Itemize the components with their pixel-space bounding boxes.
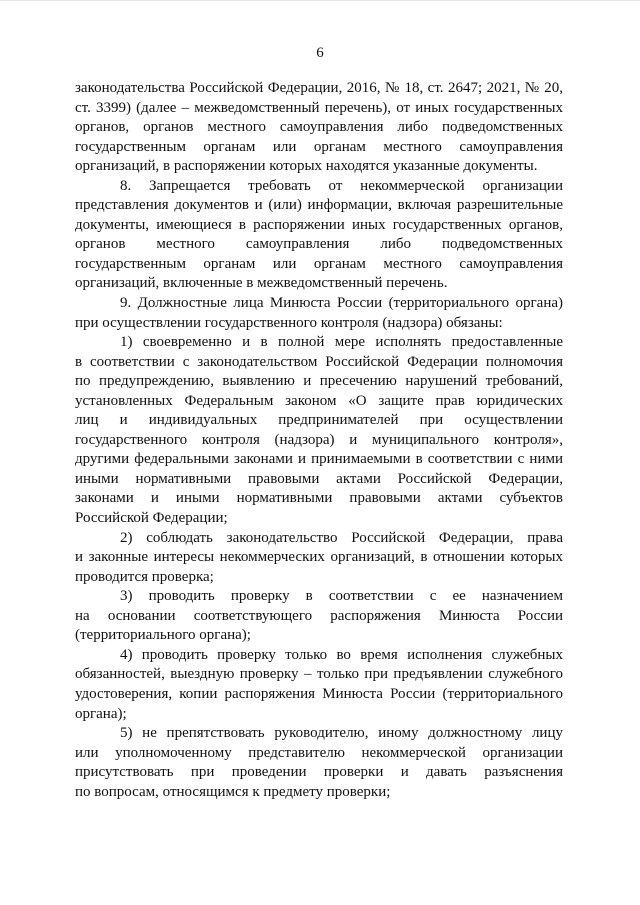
paragraph-subitem-1 xyxy=(75,333,563,528)
text-line: 3) проводить проверку в соответствии с ее назначением xyxy=(120,588,563,605)
paragraph-subitem-3 xyxy=(75,587,563,646)
text-line: на основании соответствующего распоряжения Минюста России xyxy=(75,607,563,624)
paragraph-item-8 xyxy=(75,177,563,294)
text-line: в соответствии с законодательством Российской Федерации полномочия xyxy=(75,353,563,370)
text-line: обязанностей, выездную проверку – только при предъявлении служебного xyxy=(75,666,563,683)
paragraph-subitem-2 xyxy=(75,529,563,588)
text-line: законодательства Российской Федерации, 2016, № 18, ст. 2647; 2021, № 20, xyxy=(75,80,563,96)
text-line: при осуществлении государственного контроля (надзора) обязаны: xyxy=(75,314,503,331)
paragraph-item-9 xyxy=(75,294,563,333)
text-line: представления документов и (или) информации, включая разрешительные xyxy=(75,197,563,214)
text-line: органов местного самоуправления либо подведомственных xyxy=(75,236,563,253)
text-line: 2) соблюдать законодательство Российской Федерации, права xyxy=(120,529,563,546)
text-line: установленных Федеральным законом «О защите прав юридических xyxy=(75,392,563,409)
text-line: организаций, в распоряжении которых находятся указанные документы. xyxy=(75,158,538,175)
text-line: по вопросам, относящимся к предмету проверки; xyxy=(75,783,391,800)
text-line: или уполномоченному представителю некоммерческой организации xyxy=(75,744,563,761)
paragraph-continuation xyxy=(75,79,563,177)
text-line: 1) своевременно и в полной мере исполнять предоставленные xyxy=(120,334,563,351)
text-line: по предупреждению, выявлению и пресечению нарушений требований, xyxy=(75,373,563,390)
paragraph-subitem-5 xyxy=(75,724,563,802)
text-line: государственного контроля (надзора) и муниципального контроля», xyxy=(75,431,563,448)
text-line: органов, органов местного самоуправления либо подведомственных xyxy=(75,119,563,136)
text-line: органа); xyxy=(75,705,127,722)
text-line: 8. Запрещается требовать от некоммерческой организации xyxy=(120,177,563,194)
paragraph-subitem-4 xyxy=(75,646,563,724)
text-line: другими федеральными законами и принимаемыми в соответствии с ними xyxy=(75,451,563,468)
text-line: документы, имеющиеся в распоряжении иных государственных органов, xyxy=(75,216,563,233)
text-line: удостоверения, копии распоряжения Минюста России (территориального xyxy=(75,685,563,702)
text-line: 4) проводить проверку только во время исполнения служебных xyxy=(120,646,563,663)
text-line: и законные интересы некоммерческих организаций, в отношении которых xyxy=(75,549,563,566)
text-line: иными нормативными правовыми актами Российской Федерации, xyxy=(75,470,563,487)
text-line: лиц и индивидуальных предпринимателей при осуществлении xyxy=(75,412,563,429)
text-line: законами и иными нормативными правовыми актами субъектов xyxy=(75,490,563,507)
text-line: 5) не препятствовать руководителю, иному должностному лицу xyxy=(120,725,563,742)
document-body xyxy=(75,79,563,802)
text-line: государственным органам или органам местного самоуправления xyxy=(75,138,563,155)
text-line: 9. Должностные лица Минюста России (территориального органа) xyxy=(120,295,563,312)
text-line: (территориального органа); xyxy=(75,627,251,644)
text-line: проводится проверка; xyxy=(75,568,214,585)
text-line: организаций, включенные в межведомственный перечень. xyxy=(75,275,448,292)
text-line: Российской Федерации; xyxy=(75,510,228,527)
text-line: присутствовать при проведении проверки и давать разъяснения xyxy=(75,764,563,781)
text-line: государственным органам или органам местного самоуправления xyxy=(75,255,563,272)
text-line: ст. 3399) (далее – межведомственный перечень), от иных государственных xyxy=(75,99,563,116)
page-number: 6 xyxy=(316,45,324,61)
